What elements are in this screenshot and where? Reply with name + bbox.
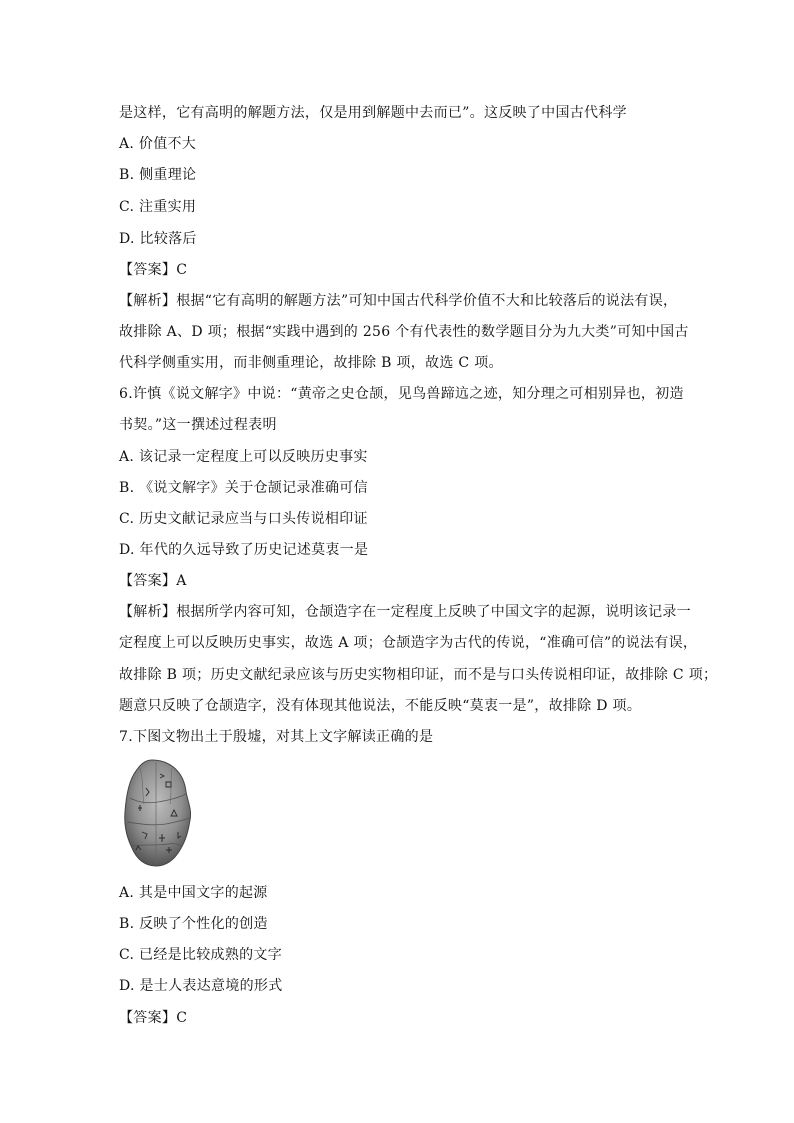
q6-analysis-line-2: 定程度上可以反映历史事实，故选 A 项；仓颉造字为古代的传说，“准确可信”的说法有误， (119, 635, 698, 651)
q7-option-d: D. 是士人表达意境的形式 (119, 978, 283, 994)
q6-analysis-line-3: 故排除 B 项；历史文献纪录应该与历史实物相印证，而不是与口头传说相印证，故排除 C 项； (119, 667, 718, 683)
q6-analysis-line-1: 【解析】根据所学内容可知，仓颉造字在一定程度上反映了中国文字的起源，说明该记录一 (119, 604, 691, 620)
q5-analysis-line-3: 代科学侧重实用，而非侧重理论，故排除 B 项，故选 C 项。 (119, 355, 503, 371)
q5-option-c: C. 注重实用 (119, 199, 197, 215)
q6-analysis-line-4: 题意只反映了仓颉造字，没有体现其他说法，不能反映“莫衷一是”，故排除 D 项。 (119, 698, 642, 714)
q6-option-b: B. 《说文解字》关于仓颉记录准确可信 (119, 480, 368, 496)
q6-answer: 【答案】A (119, 573, 187, 589)
q7-option-b: B. 反映了个性化的创造 (119, 916, 268, 932)
q5-answer: 【答案】C (119, 262, 188, 278)
q7-stem: 7.下图文物出土于殷墟，对其上文字解读正确的是 (119, 729, 434, 745)
q6-option-d: D. 年代的久远导致了历史记述莫衷一是 (119, 542, 369, 558)
q5-analysis-line-2: 故排除 A、D 项；根据“实践中遇到的 256 个有代表性的数学题目分为九大类”可知中国古 (119, 324, 689, 340)
oracle-bone-turtle-shell-icon (122, 758, 194, 870)
q6-option-c: C. 历史文献记录应当与口头传说相印证 (119, 511, 368, 527)
q6-stem-line-2: 书契。”这一撰述过程表明 (119, 417, 277, 433)
q6-stem-line-1: 6.许慎《说文解字》中说：“黄帝之史仓颉，见鸟兽蹄迒之迹，知分理之可相别异也，初造 (119, 386, 684, 402)
q7-option-a: A. 其是中国文字的起源 (119, 885, 268, 901)
q5-option-a: A. 价值不大 (119, 136, 197, 152)
q5-stem-tail: 是这样，它有高明的解题方法，仅是用到解题中去而已”。这反映了中国古代科学 (119, 105, 627, 121)
q7-answer: 【答案】C (119, 1010, 188, 1026)
q6-option-a: A. 该记录一定程度上可以反映历史事实 (119, 449, 368, 465)
q5-analysis-line-1: 【解析】根据“它有高明的解题方法”可知中国古代科学价值不大和比较落后的说法有误， (119, 293, 678, 309)
q7-option-c: C. 已经是比较成熟的文字 (119, 947, 283, 963)
q5-option-b: B. 侧重理论 (119, 167, 197, 183)
q5-option-d: D. 比较落后 (119, 231, 197, 247)
